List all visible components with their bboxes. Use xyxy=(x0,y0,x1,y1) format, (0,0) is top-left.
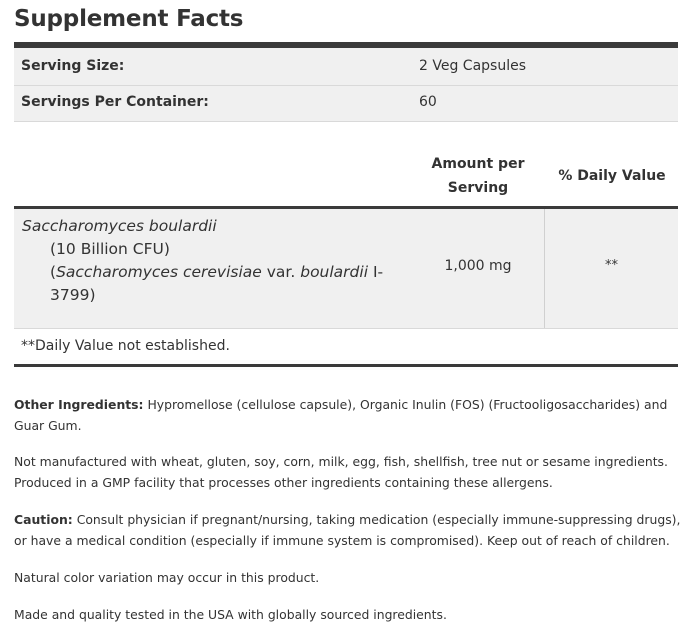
other-ingredients-text: Hypromellose (cellulose capsule), Organic Inulin (FOS) (Fructooligosaccharides) and Guar Gum. xyxy=(14,397,668,433)
strain-id-part1: I- xyxy=(368,263,384,281)
allergen-statement: Not manufactured with wheat, gluten, soy, corn, milk, egg, fish, shellfish, tree nut or sesame ingredients. Produced in a GMP facility that processes other ingredients containing these allergens. xyxy=(14,454,668,490)
amount-header-line1: Amount per xyxy=(431,156,525,172)
caution-statement xyxy=(14,509,682,551)
daily-value-footnote: **Daily Value not established. xyxy=(21,338,230,354)
amount-per-serving-header xyxy=(418,152,538,200)
servings-per-container-label: Servings Per Container: xyxy=(21,94,209,110)
footnote-row xyxy=(14,329,678,367)
daily-value-header: % Daily Value xyxy=(558,168,666,184)
ingredient-amount: 1,000 mg xyxy=(444,258,512,274)
strain-var-text: var. xyxy=(261,263,301,281)
servings-per-container-row xyxy=(14,86,678,122)
serving-size-label: Serving Size: xyxy=(21,58,125,74)
serving-size-row xyxy=(14,48,678,86)
amount-header-line2: Serving xyxy=(447,180,509,196)
page-title: Supplement Facts xyxy=(14,6,244,32)
caution-label: Caution: xyxy=(14,512,73,527)
ingredient-cfu: (10 Billion CFU) xyxy=(50,240,170,258)
serving-size-value: 2 Veg Capsules xyxy=(419,58,527,74)
servings-per-container-value: 60 xyxy=(419,94,437,110)
strain-name: boulardii xyxy=(300,263,369,281)
ingredient-strain xyxy=(22,261,412,284)
ingredient-daily-value: ** xyxy=(605,258,618,273)
ingredient-name: Saccharomyces boulardii xyxy=(22,217,217,235)
caution-text: Consult physician if pregnant/nursing, taking medication (especially immune-suppressing drugs), or have a medical condition (especially if immune system is compromised). Keep out of reach of children. xyxy=(14,512,681,548)
other-ingredients xyxy=(14,394,682,436)
color-variation-note: Natural color variation may occur in this product. xyxy=(14,570,320,585)
ingredient-row xyxy=(14,209,678,329)
strain-species: Saccharomyces cerevisiae xyxy=(56,263,262,281)
origin-note: Made and quality tested in the USA with globally sourced ingredients. xyxy=(14,607,447,622)
other-ingredients-label: Other Ingredients: xyxy=(14,397,144,412)
strain-id-part2: 3799) xyxy=(50,286,96,304)
strain-open-paren: ( xyxy=(50,263,57,281)
ingredient-name-cell xyxy=(22,215,412,307)
